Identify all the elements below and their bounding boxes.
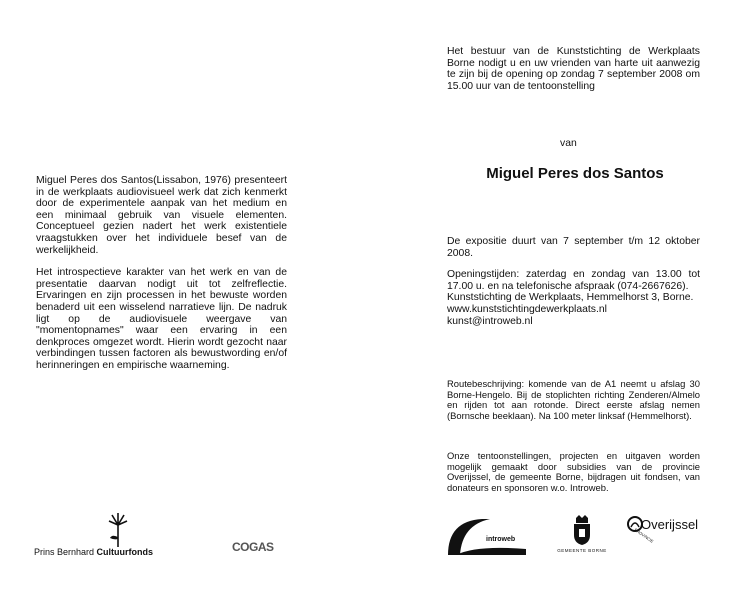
- right-page: [375, 0, 750, 607]
- prins-bernhard-cultuurfonds-logo: [34, 513, 174, 563]
- prins-bernhard-label: Prins Bernhard Cultuurfonds: [34, 547, 154, 557]
- gemeente-borne-label: GEMEENTE BORNE: [557, 548, 607, 553]
- website-link[interactable]: www.kunststichtingdewerkplaats.nl: [447, 303, 607, 315]
- exhibition-info: [447, 236, 700, 327]
- introweb-swoosh-icon: [446, 515, 528, 557]
- intro-paragraph-1: Miguel Peres dos Santos(Lissabon, 1976) presenteert in de werkplaats audiovisueel werk dat zich kenmerkt door de experimentele aanpak van het medium en een minimaal gebruik van visuele elementen. Conceptueel gezien nadert het werk existentiele vraagstukken over het individuele besef van de werkelijkheid.: [36, 175, 287, 256]
- provincie-label: PROVINCIE: [633, 527, 655, 544]
- sponsors-text: Onze tentoonstellingen, projecten en uitgaven worden mogelijk gemaakt door subsidies van de provincie Overijssel, de gemeente Borne, bijdragen uit fondsen, van donateurs en sponsoren w.o. Introweb.: [447, 450, 700, 493]
- introweb-logo: [446, 515, 528, 557]
- cogas-logo: COGAS: [232, 540, 274, 554]
- flower-icon: [107, 513, 129, 547]
- gemeente-borne-logo: [556, 515, 608, 555]
- route-description: Routebeschrijving: komende van de A1 neemt u afslag 30 Borne-Hengelo. Bij de stoplichten richting Zenderen/Almelo en rijden tot aan rotonde. Direct eerste afslag nemen (Bornsche beeklaan). Na 100 meter linksaf (Hemmelhorst).: [447, 378, 700, 421]
- artist-name: Miguel Peres dos Santos: [486, 165, 664, 182]
- invitation-text: Het bestuur van de Kunststichting de Werkplaats Borne nodigt u en uw vrienden van harte uit aanwezig te zijn bij de opening op zondag 7 september 2008 om 15.00 uur van de tentoonstelling: [447, 46, 700, 92]
- intro-text: [36, 175, 287, 372]
- exhibition-dates: De expositie duurt van 7 september t/m 12 oktober 2008.: [447, 236, 700, 259]
- address: Kunststichting de Werkplaats, Hemmelhorst 3, Borne.: [447, 292, 694, 304]
- overijssel-logo: [627, 513, 703, 547]
- introweb-label: introweb: [486, 536, 516, 543]
- van-label: van: [560, 138, 577, 149]
- overijssel-label: Overijssel: [641, 517, 699, 532]
- intro-paragraph-2: Het introspectieve karakter van het werk en van de presentatie daarvan nodigt uit tot zelfreflectie. Ervaringen en zijn processen in het bewuste worden benaderd uit een wisselend narratieve lijn. De nadruk ligt op de audiovisuele weergave van "momentopnames" waar een ervaring in een denkproces omgezet wordt. Hierin wordt gezocht naar verbindingen tussen factoren als bewustwording en/of herinneringen en empirische waarneming.: [36, 267, 287, 371]
- crest-icon: [572, 515, 592, 545]
- opening-hours: Openingstijden: zaterdag en zondag van 13.00 tot 17.00 u. en na telefonische afspraak (074-2667626).: [447, 269, 700, 292]
- email-link[interactable]: kunst@introweb.nl: [447, 315, 533, 327]
